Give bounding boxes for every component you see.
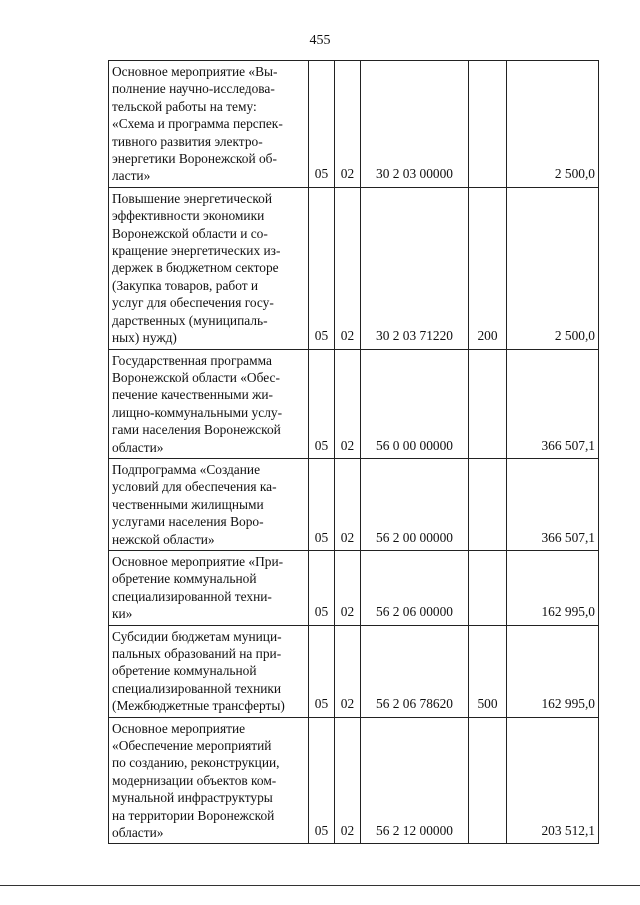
row-name-line: (Межбюджетные трансферты): [112, 698, 285, 714]
row-name-line: тельской работы на тему:: [112, 98, 257, 114]
row-name-line: нежской области»: [112, 531, 215, 547]
row-name-line: лищно-коммунальными услу-: [112, 404, 283, 420]
row-name-cell: [109, 61, 309, 188]
row-name-line: ных) нужд): [112, 330, 177, 346]
row-name-line: Подпрограмма «Создание: [112, 461, 261, 477]
row-name-cell: [109, 187, 309, 349]
expense-type-cell: [469, 349, 507, 458]
target-article-cell: 30 2 03 71220: [361, 187, 469, 349]
row-name-line: ки»: [112, 606, 133, 622]
row-name-cell: [109, 717, 309, 844]
row-name-line: Основное мероприятие «При-: [112, 553, 284, 569]
row-name-cell: [109, 349, 309, 458]
row-name-line: Основное мероприятие «Вы-: [112, 64, 278, 79]
row-name-line: ласти»: [112, 168, 151, 184]
row-name-line: полнение научно-исследова-: [112, 81, 275, 97]
expense-type-cell: [469, 550, 507, 625]
row-name-line: гами населения Воронежской: [112, 422, 281, 438]
row-name-line: Воронежской области и со-: [112, 225, 268, 241]
expense-type-cell: [469, 61, 507, 188]
subsection-code-cell: 02: [335, 61, 361, 188]
amount-cell: 162 995,0: [507, 625, 599, 717]
table-row: [109, 349, 599, 458]
row-name-line: обретение коммунальной: [112, 571, 257, 587]
bottom-rule: [0, 885, 640, 886]
section-code-cell: 05: [309, 187, 335, 349]
expense-type-cell: 500: [469, 625, 507, 717]
row-name-cell: [109, 625, 309, 717]
subsection-code-cell: 02: [335, 349, 361, 458]
section-code-cell: 05: [309, 458, 335, 550]
row-name-line: пальных образований на при-: [112, 646, 282, 661]
target-article-cell: 56 2 00 00000: [361, 458, 469, 550]
section-code-cell: 05: [309, 717, 335, 844]
row-name-line: эффективности экономики: [112, 208, 265, 224]
table-row: [109, 625, 599, 717]
row-name-line: Государственная программа: [112, 352, 272, 368]
expense-type-cell: [469, 717, 507, 844]
row-name-line: «Схема и программа перспек-: [112, 116, 283, 132]
row-name-line: области»: [112, 439, 164, 455]
subsection-code-cell: 02: [335, 625, 361, 717]
row-name-line: услуг для обеспечения госу-: [112, 295, 274, 311]
target-article-cell: 56 2 06 00000: [361, 550, 469, 625]
row-name-line: чественными жилищными: [112, 496, 264, 512]
table-row: [109, 458, 599, 550]
section-code-cell: 05: [309, 550, 335, 625]
row-name-line: Повышение энергетической: [112, 190, 273, 206]
row-name-line: печение качественными жи-: [112, 387, 273, 403]
row-name-line: Основное мероприятие: [112, 720, 246, 736]
table-row: [109, 717, 599, 844]
amount-cell: 203 512,1: [507, 717, 599, 844]
table-row: [109, 550, 599, 625]
row-name-line: «Обеспечение мероприятий: [112, 738, 272, 754]
row-name-line: области»: [112, 825, 164, 841]
expense-type-cell: 200: [469, 187, 507, 349]
row-name-line: обретение коммунальной: [112, 663, 257, 679]
budget-table: [108, 60, 599, 844]
row-name-line: по созданию, реконструкции,: [112, 755, 280, 771]
amount-cell: 366 507,1: [507, 349, 599, 458]
row-name-line: условий для обеспечения ка-: [112, 479, 277, 495]
target-article-cell: 56 2 12 00000: [361, 717, 469, 844]
subsection-code-cell: 02: [335, 187, 361, 349]
row-name-line: мунальной инфраструктуры: [112, 790, 273, 806]
section-code-cell: 05: [309, 349, 335, 458]
row-name-line: (Закупка товаров, работ и: [112, 277, 259, 293]
row-name-line: кращение энергетических из-: [112, 243, 281, 259]
budget-table-body: [109, 61, 599, 844]
row-name-line: Субсидии бюджетам муници-: [112, 628, 282, 644]
subsection-code-cell: 02: [335, 717, 361, 844]
row-name-cell: [109, 458, 309, 550]
row-name-line: держек в бюджетном секторе: [112, 260, 279, 276]
section-code-cell: 05: [309, 625, 335, 717]
row-name-cell: [109, 550, 309, 625]
subsection-code-cell: 02: [335, 458, 361, 550]
amount-cell: 2 500,0: [507, 187, 599, 349]
table-row: [109, 187, 599, 349]
target-article-cell: 30 2 03 00000: [361, 61, 469, 188]
expense-type-cell: [469, 458, 507, 550]
row-name-line: услугами населения Воро-: [112, 514, 264, 530]
row-name-line: энергетики Воронежской об-: [112, 151, 277, 167]
subsection-code-cell: 02: [335, 550, 361, 625]
row-name-line: дарственных (муниципаль-: [112, 312, 268, 328]
row-name-line: специализированной техники: [112, 680, 282, 696]
table-row: [109, 61, 599, 188]
section-code-cell: 05: [309, 61, 335, 188]
amount-cell: 366 507,1: [507, 458, 599, 550]
row-name-line: тивного развития электро-: [112, 133, 263, 149]
page-number: 455: [309, 33, 331, 48]
row-name-line: специализированной техни-: [112, 588, 272, 604]
row-name-line: модернизации объектов ком-: [112, 772, 277, 788]
amount-cell: 2 500,0: [507, 61, 599, 188]
row-name-line: Воронежской области «Обес-: [112, 369, 280, 385]
target-article-cell: 56 2 06 78620: [361, 625, 469, 717]
row-name-line: на территории Воронежской: [112, 807, 275, 823]
amount-cell: 162 995,0: [507, 550, 599, 625]
target-article-cell: 56 0 00 00000: [361, 349, 469, 458]
